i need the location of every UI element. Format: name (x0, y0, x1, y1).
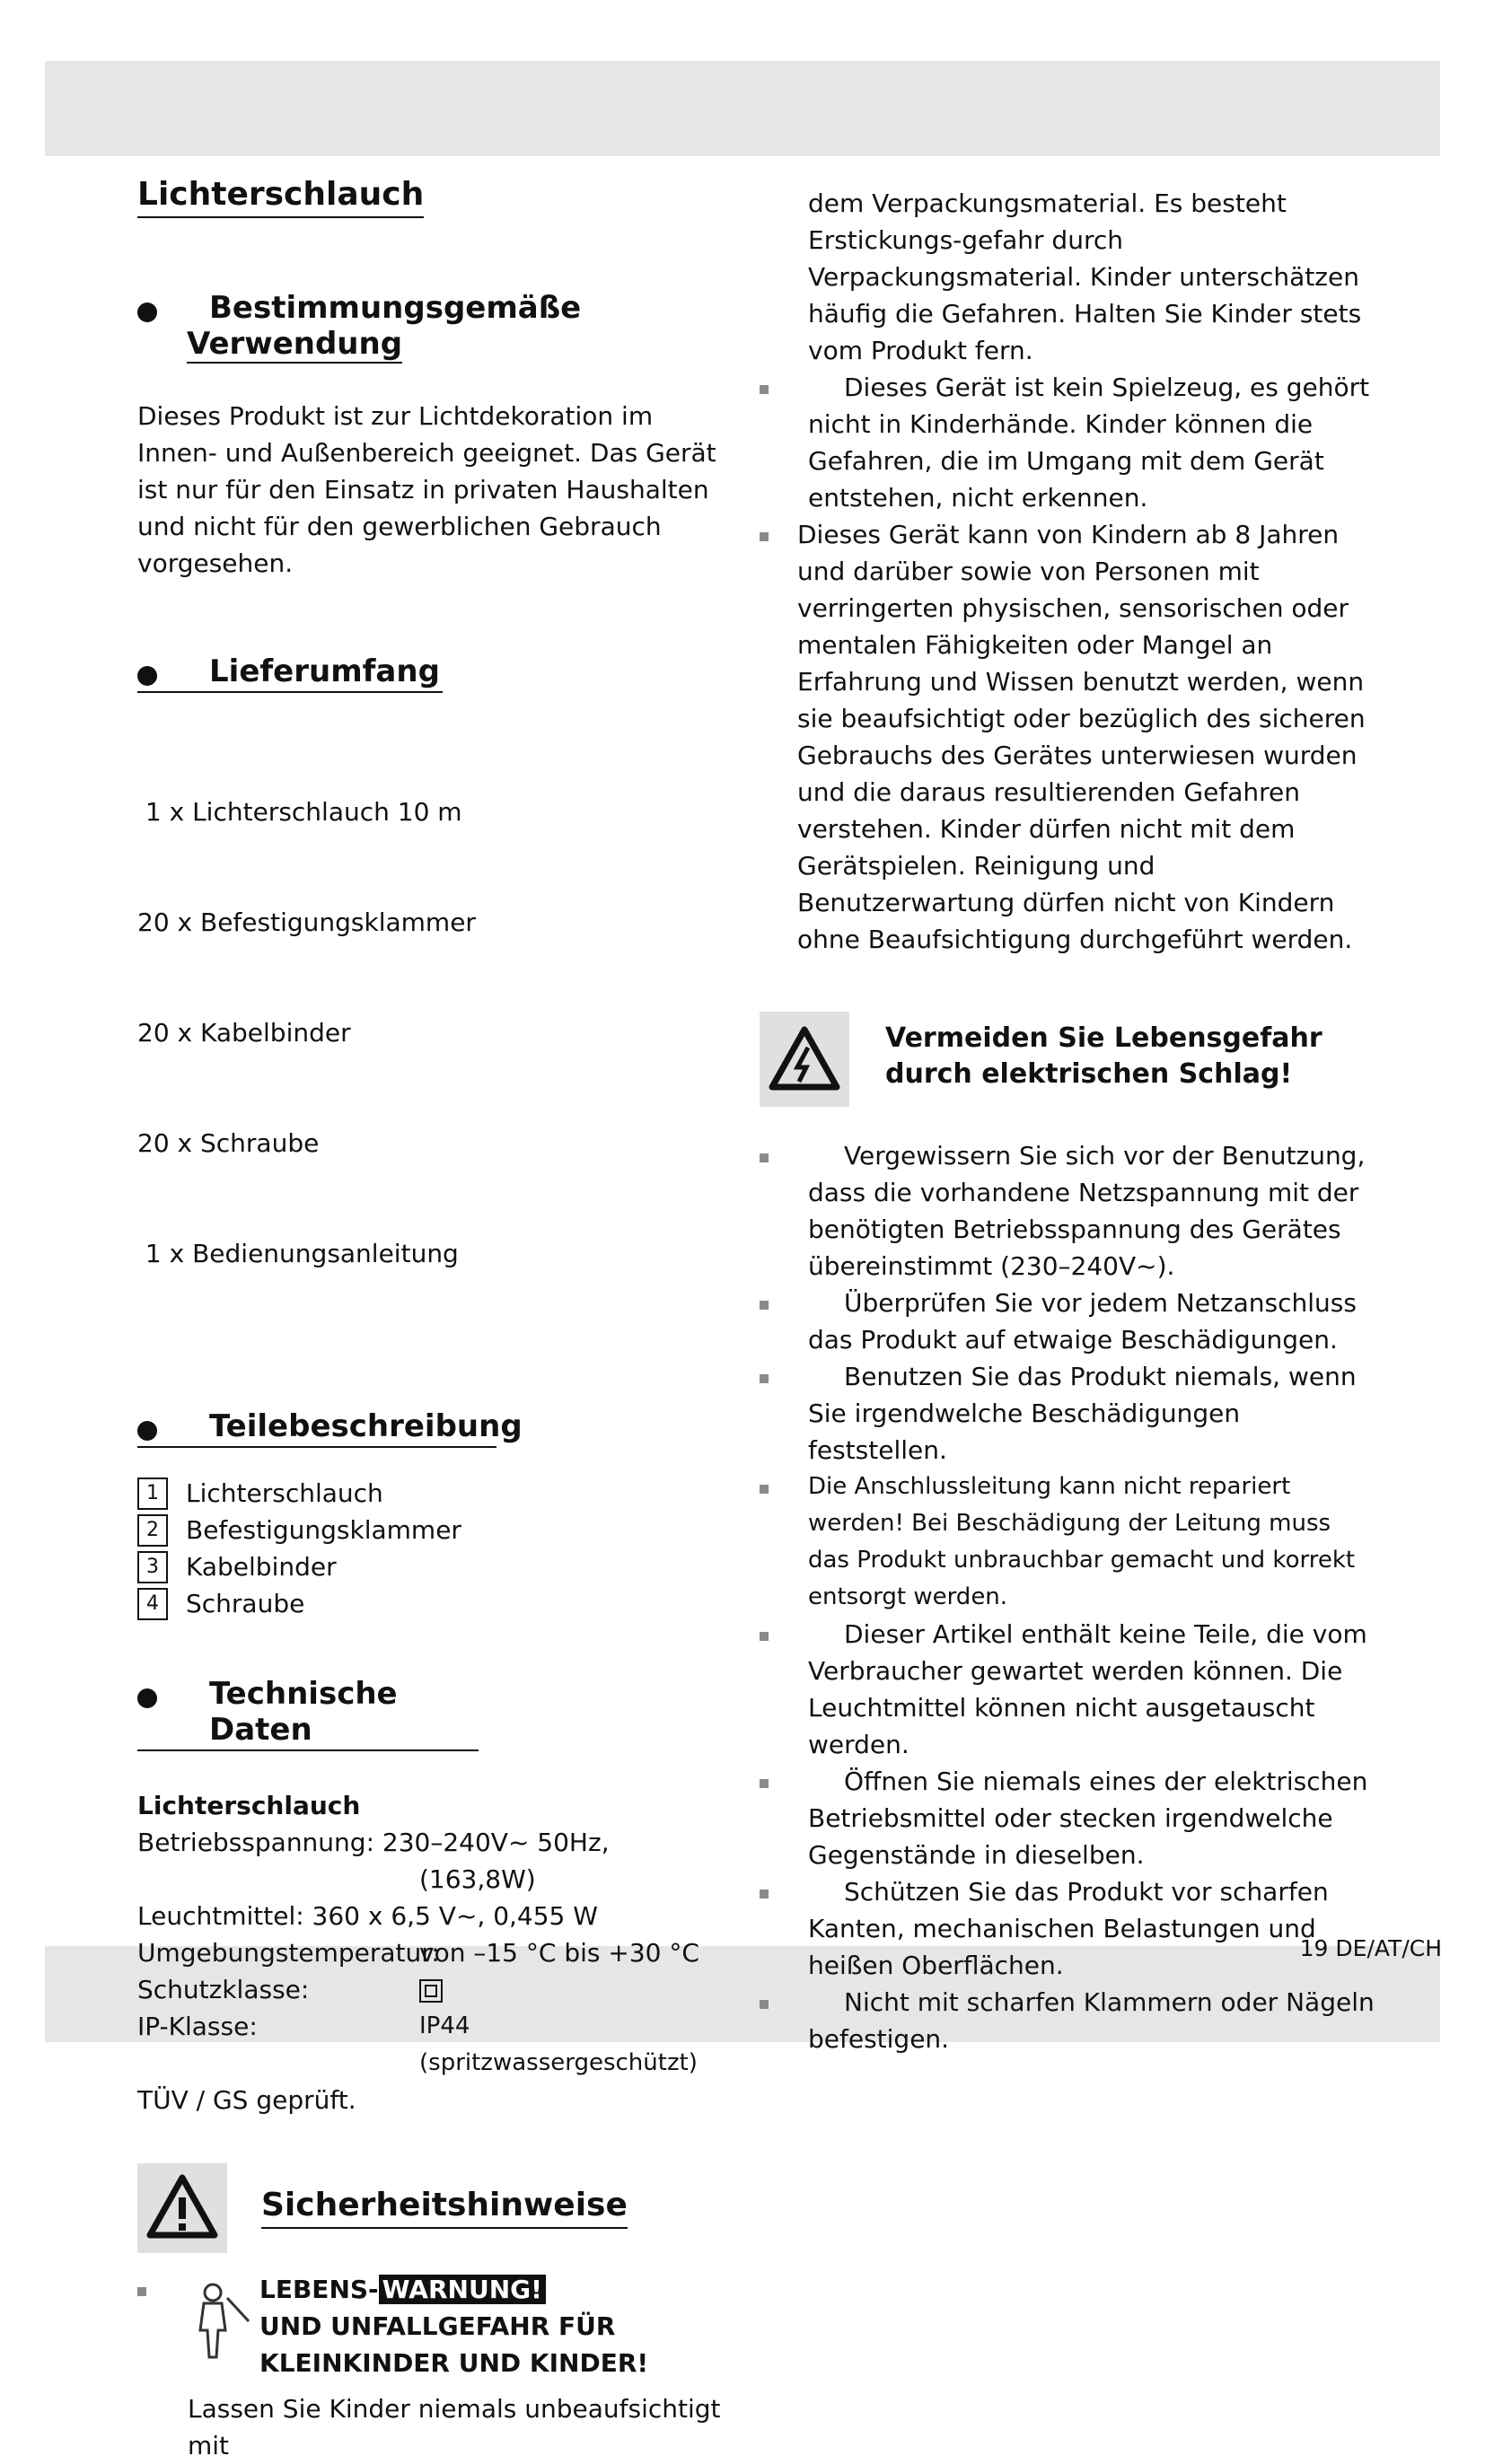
delivery-list (137, 720, 726, 1346)
tech-tuv: TÜV / GS geprüft. (137, 2085, 356, 2115)
page-number: 19 DE/AT/CH (1299, 1935, 1442, 1961)
bullet-square-icon (760, 2000, 769, 2009)
section-title: Technische Daten (137, 1676, 479, 1751)
warning-triangle-icon (137, 2163, 227, 2253)
section-bullet-icon (137, 303, 157, 322)
page-title: Lichterschlauch (137, 176, 424, 218)
child-danger-warning (137, 2271, 726, 2464)
list-item: 1 x Bedienungsanleitung (137, 1239, 459, 1268)
bullet-square-icon (760, 1374, 769, 1383)
warning-badge: WARNUNG! (379, 2275, 546, 2304)
list-item: Die Anschlussleitung kann nicht repariert werden! Bei Beschädigung der Leitung muss das Produkt unbrauchbar gemacht und korrekt entsorgt werden. (760, 1469, 1379, 1616)
tech-protection-class: Schutzklasse: (137, 1971, 726, 2008)
header-band (45, 61, 1440, 156)
section-safety (137, 2163, 726, 2262)
list-item: Dieses Gerät kann von Kindern ab 8 Jahren und darüber sowie von Personen mit verringerten physischen, sensorischen oder mentalen Fähigkeiten oder Mangel an Erfahrung und Wissen benutzt werden, wenn sie beaufsichtigt oder bezüglich des sicheren Gebrauchs des Gerätes unterwiesen wurden und die daraus resultierenden Gefahren verstehen. Kinder dürfen nicht mit dem Gerätspielen. Reinigung und Benutzerwartung dürfen nicht von Kindern ohne Beaufsichtigung durchgeführt werden. (760, 516, 1379, 958)
tech-lamps: Leuchtmittel: 360 x 6,5 V~, 0,455 W (137, 1901, 598, 1931)
section-bullet-icon (137, 666, 157, 686)
electric-shock-warning (760, 1012, 1379, 1119)
right-column (760, 185, 1379, 2057)
bullet-square-icon (760, 1779, 769, 1788)
bullet-square-icon (760, 1301, 769, 1310)
section-intended-use (137, 290, 726, 582)
list-item: Dieser Artikel enthält keine Teile, die vom Verbraucher gewartet werden können. Die Leuchtmittel können nicht ausgetauscht werden. (760, 1616, 1379, 1763)
tech-subtitle: Lichterschlauch (137, 1791, 361, 1820)
list-item: 2 Befestigungsklammer (137, 1512, 726, 1548)
list-item: Nicht mit scharfen Klammern oder Nägeln befestigen. (760, 1984, 1379, 2057)
tech-voltage: Betriebsspannung: 230–240V~ 50Hz, (137, 1828, 610, 1857)
section-parts (137, 1408, 726, 1622)
intended-use-text: Dieses Produkt ist zur Lichtdekoration im Innen- und Außenbereich geeignet. Das Gerät ist nur für den Einsatz in privaten Haushalten und nicht für den gewerblichen Gebrauch vorgesehen. (137, 401, 716, 578)
section-title: Teilebeschreibung (137, 1408, 496, 1448)
section-title: Lieferumfang (137, 653, 443, 693)
tech-temperature: Umgebungstemperatur: von –15 °C bis +30 °C (137, 1938, 699, 1968)
continued-text: dem Verpackungsmaterial. Es besteht Erstickungs-gefahr durch Verpackungsmaterial. Kinder unterschätzen häufig die Gefahren. Halten Sie Kinder stets vom Produkt fern. (808, 189, 1362, 365)
bullet-square-icon (760, 385, 769, 394)
list-item: Schützen Sie das Produkt vor scharfen Kanten, mechanischen Belastungen und heißen Oberflächen. (760, 1873, 1379, 1984)
section-scope-of-delivery (137, 653, 726, 1346)
list-item: 4 Schraube (137, 1585, 726, 1622)
bullet-square-icon (760, 532, 769, 541)
electric-warning-title: Vermeiden Sie Lebensgefahr durch elektrischen Schlag! (885, 1022, 1322, 1090)
tech-power: (163,8W) (419, 1864, 536, 1894)
bullet-square-icon (760, 1485, 769, 1494)
list-item: Überprüfen Sie vor jedem Netzanschluss das Produkt auf etwaige Beschädigungen. (760, 1285, 1379, 1358)
bullet-square-icon (760, 1632, 769, 1641)
bullet-square-icon (760, 1890, 769, 1898)
left-column (137, 176, 726, 2464)
class-ii-icon (419, 1979, 443, 2003)
section-bullet-icon (137, 1688, 157, 1708)
section-technical-data (137, 1676, 726, 2118)
bullet-square-icon (137, 2287, 146, 2296)
section-title: Bestimmungsgemäße Verwendung (187, 290, 582, 362)
section-bullet-icon (137, 1421, 157, 1441)
technical-data (137, 1787, 726, 2118)
list-item: Vergewissern Sie sich vor der Benutzung, dass die vorhandene Netzspannung mit der benötigten Betriebsspannung des Gerätes übereinstimmt (230–240V~). (760, 1137, 1379, 1285)
list-item: 20 x Befestigungsklammer (137, 908, 476, 937)
list-item: Benutzen Sie das Produkt niemals, wenn Sie irgendwelche Beschädigungen feststellen. (760, 1358, 1379, 1469)
bullet-square-icon (760, 1153, 769, 1162)
section-title: Sicherheitshinweise (261, 2187, 628, 2229)
list-item: 1 x Lichterschlauch 10 m (137, 797, 462, 827)
list-item: Öffnen Sie niemals eines der elektrischen Betriebsmittel oder stecken irgendwelche Gegenstände in dieselben. (760, 1763, 1379, 1873)
child-warning-icon (186, 2276, 254, 2363)
list-item: 20 x Kabelbinder (137, 1018, 351, 1048)
list-item: 20 x Schraube (137, 1128, 320, 1158)
danger-heading: LEBENS- WARNUNG! UND UNFALLGEFAHR FÜR KLEINKINDER UND KINDER! (259, 2275, 649, 2378)
electric-safety-list (760, 1137, 1379, 2057)
electric-hazard-icon (760, 1012, 849, 1107)
list-item: 3 Kabelbinder (137, 1548, 726, 1585)
list-item: Dieses Gerät ist kein Spielzeug, es gehört nicht in Kinderhände. Kinder können die Gefahren, die im Umgang mit dem Gerät entstehen, nicht erkennen. (760, 369, 1379, 516)
danger-text: Lassen Sie Kinder niemals unbeaufsichtigt mit (188, 2394, 721, 2460)
parts-list (137, 1475, 726, 1622)
list-item: 1 Lichterschlauch (137, 1475, 726, 1512)
tech-ip-class: IP-Klasse: IP44 (spritzwassergeschützt) (137, 2012, 698, 2076)
